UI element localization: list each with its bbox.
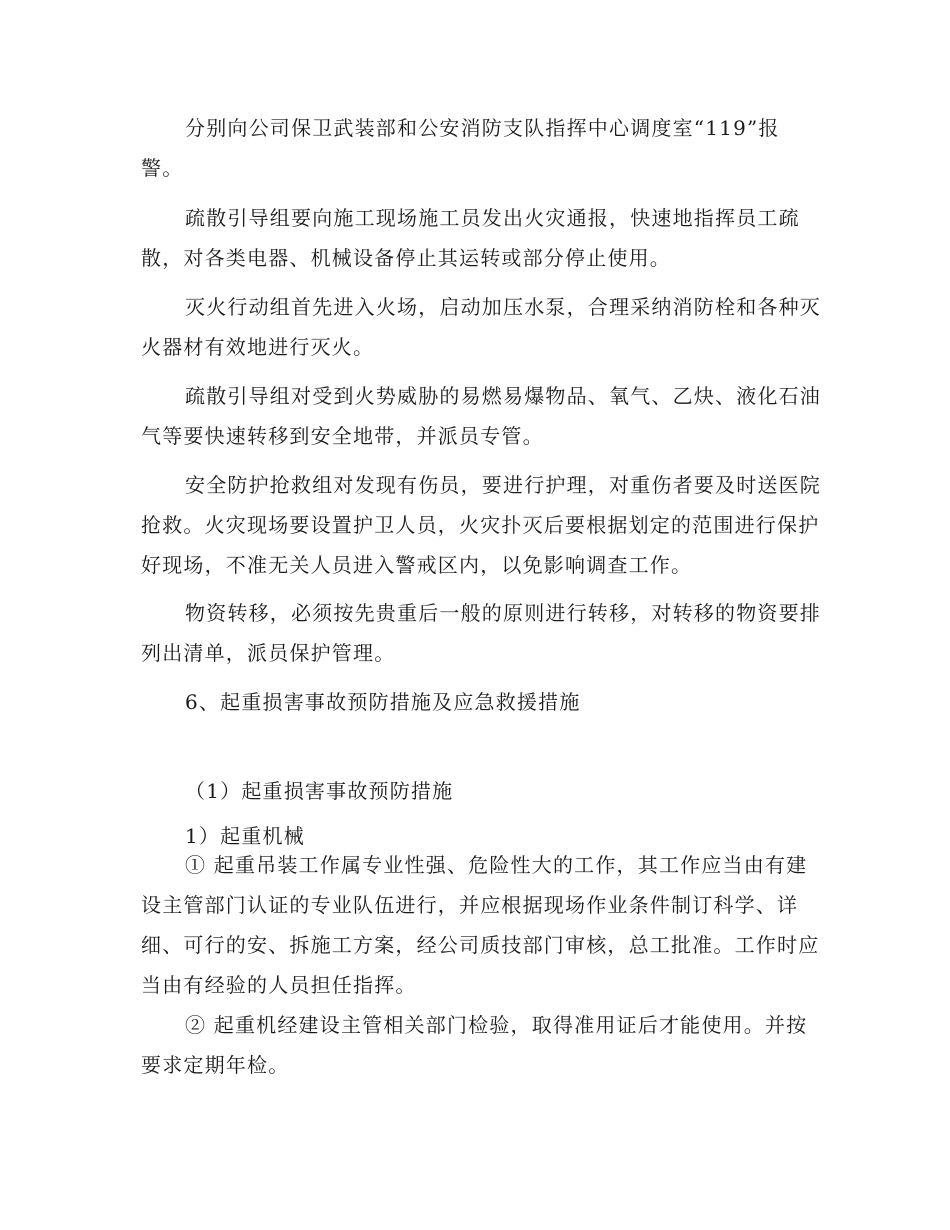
paragraph-lifting-work: ① 起重吊装工作属专业性强、危险性大的工作，其工作应当由有建设主管部门认证的专业队伍进行，并应根据现场作业条件制订科学、详细、可行的安、拆施工方案，经公司质技部门审核，总工批准。工作时应当由有经验的人员担任指挥。 (141, 853, 820, 997)
paragraph-firefighting: 灭火行动组首先进入火场，启动加压水泵，合理采纳消防栓和各种灭火器材有效地进行灭火。 (141, 295, 821, 359)
item-heading-cranes: 1）起重机械 (185, 824, 305, 848)
paragraph-hazard-transfer: 疏散引导组对受到火势威胁的易燃易爆物品、氧气、乙炔、液化石油气等要快速转移到安全地带，并派员专管。 (141, 384, 821, 448)
paragraph-fire-alarm: 分别向公司保卫武装部和公安消防支队指挥中心调度室“119”报警。 (141, 116, 780, 180)
paragraph-crane-inspection: ② 起重机经建设主管相关部门检验，取得准用证后才能使用。并按要求定期年检。 (141, 1013, 808, 1077)
paragraph-rescue: 安全防护抢救组对发现有伤员，要进行护理，对重伤者要及时送医院抢救。火灾现场要设置护卫人员，火灾扑灭后要根据划定的范围进行保护好现场，不准无关人员进入警戒区内，以免影响调查工作。 (141, 473, 821, 577)
paragraph-evacuation-notice: 疏散引导组要向施工现场施工员发出火灾通报，快速地指挥员工疏散，对各类电器、机械设备停止其运转或部分停止使用。 (141, 206, 800, 270)
subsection-heading-prevention: （1）起重损害事故预防措施 (185, 779, 454, 803)
paragraph-material-transfer: 物资转移，必须按先贵重后一般的原则进行转移，对转移的物资要排列出清单，派员保护管理。 (141, 601, 821, 665)
section-heading-lifting-accidents: 6、起重损害事故预防措施及应急救援措施 (185, 690, 581, 714)
